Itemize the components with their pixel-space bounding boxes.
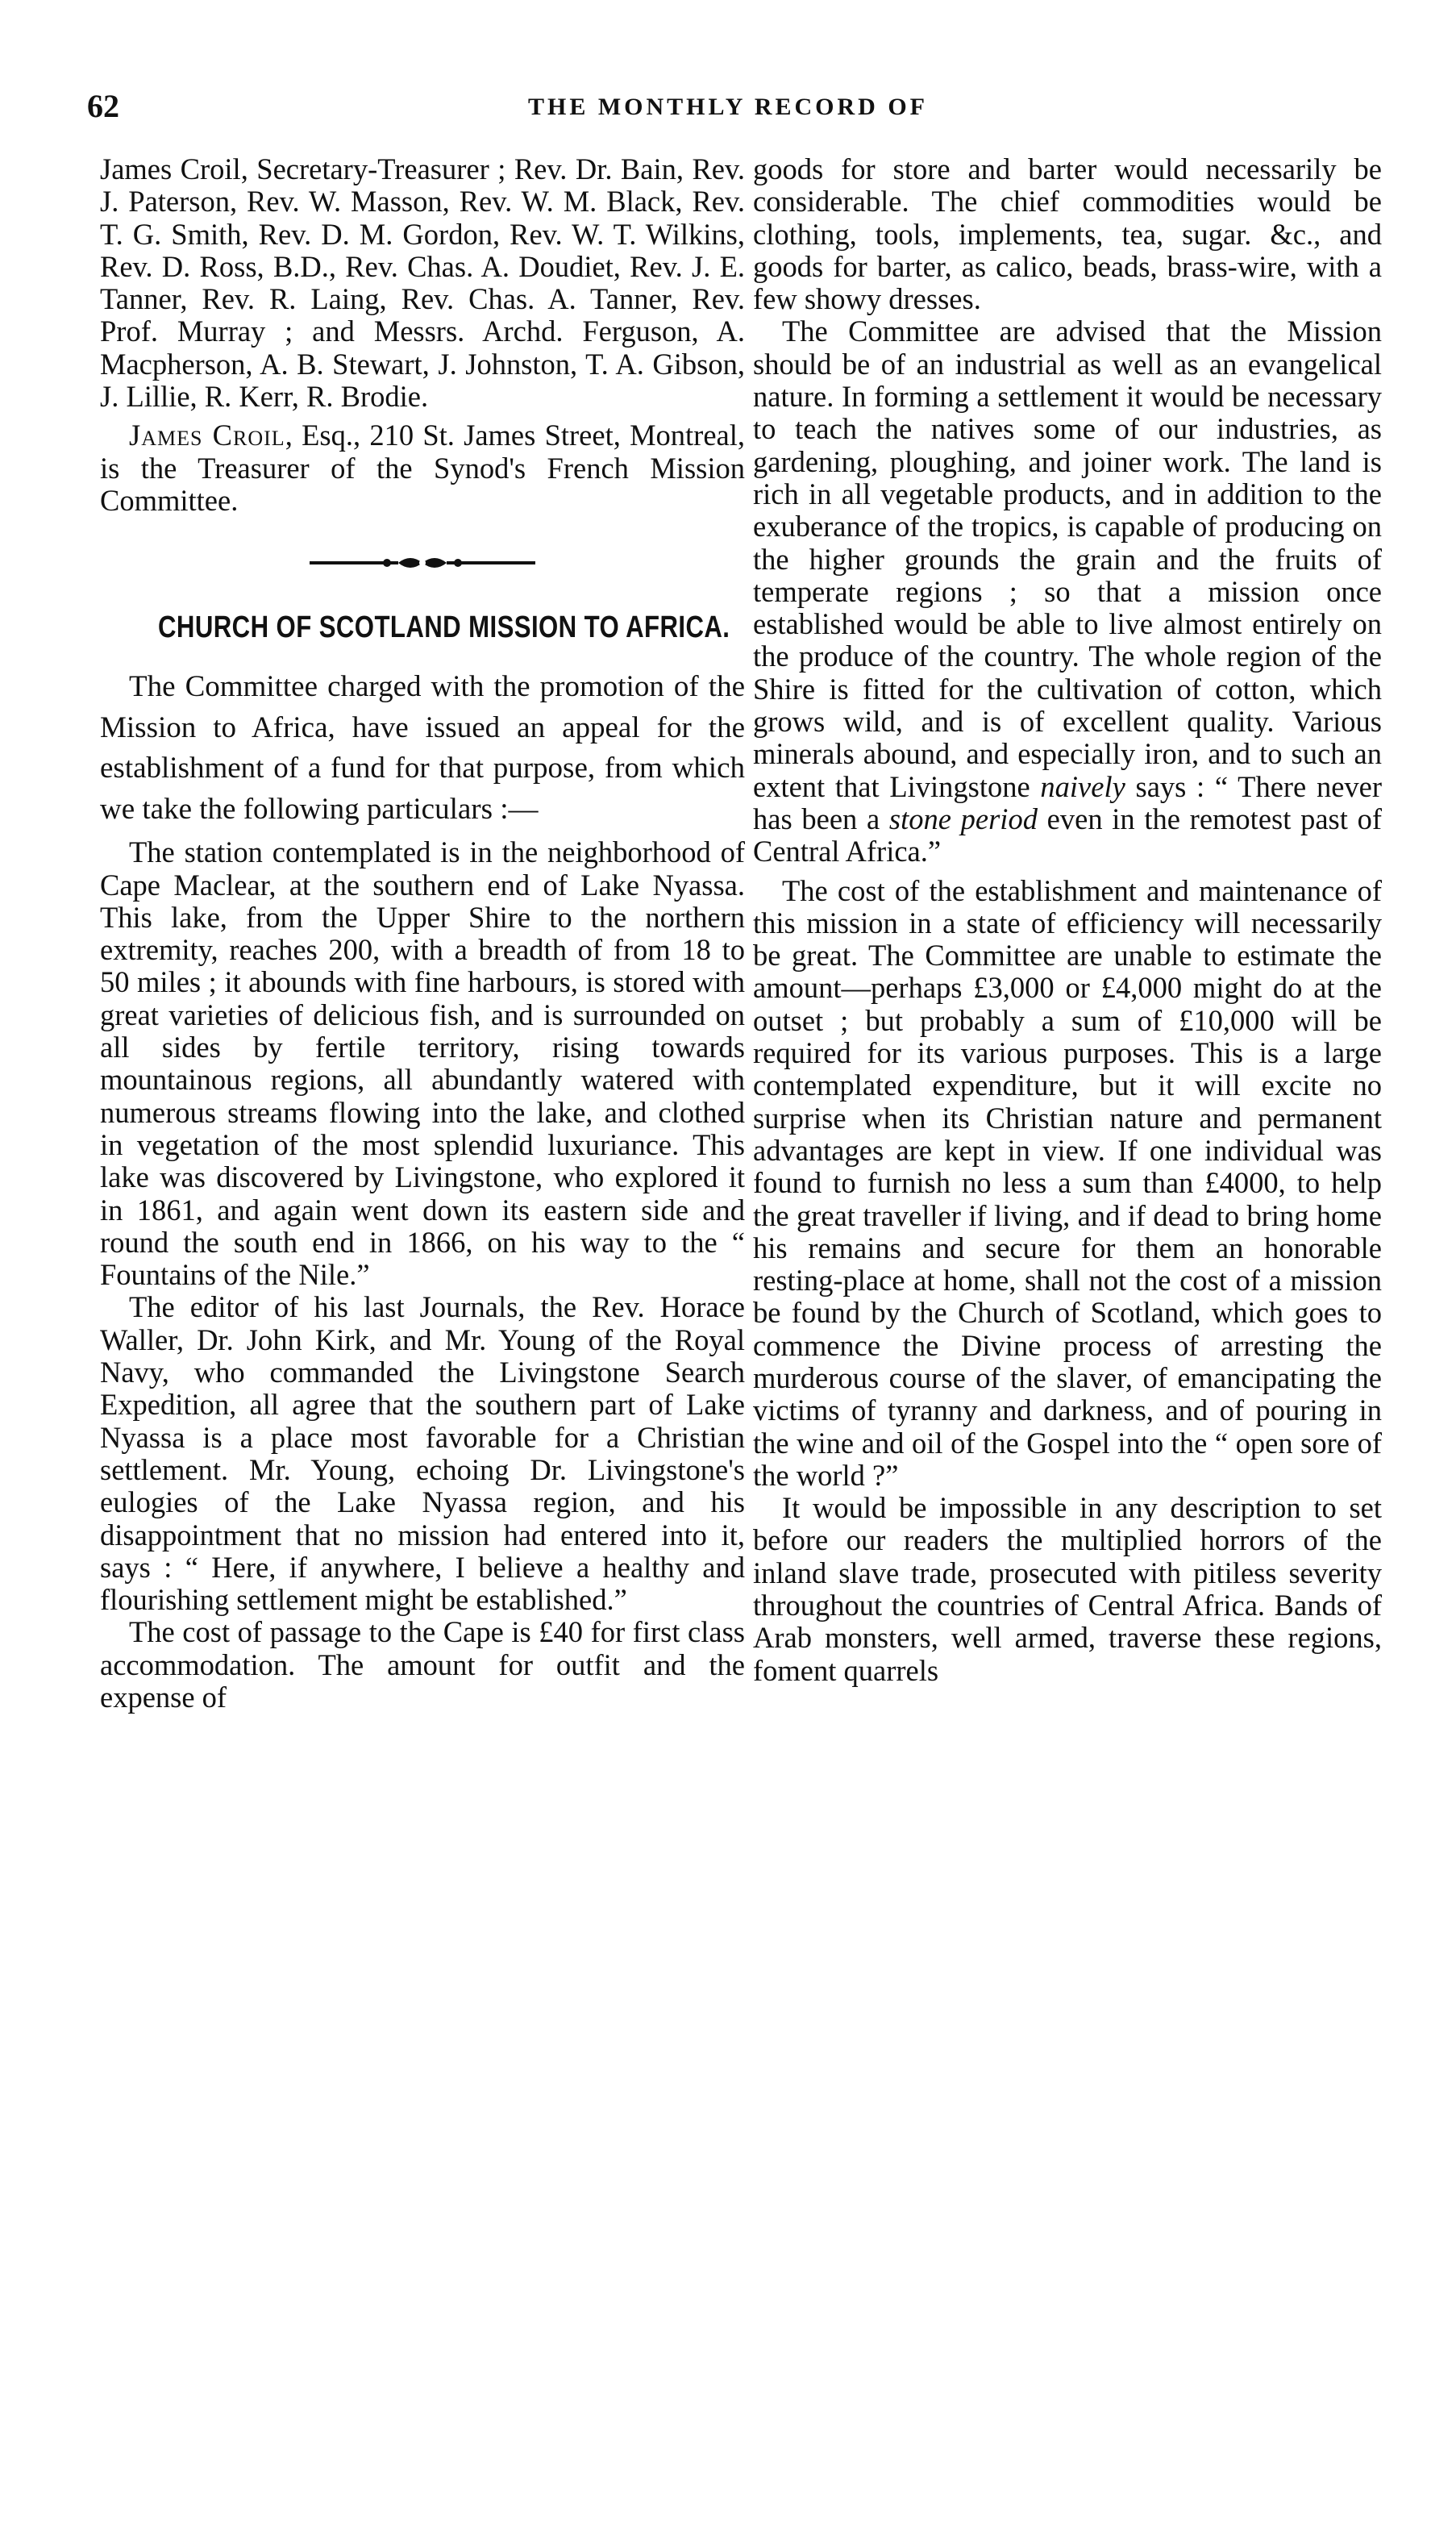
industrial-text-1: The Committee are advised that the Mission should be of an industrial as well as an evangelical nature. In forming a settlement it would be necessary to teach the natives some of our industries, as gardening, ploughing, and joiner work. The land is rich in all vegetable products, and in addition to the exuberance of the tropics, is capable of producing on the higher grounds the grain and the fruits of temperate regions ; so that a mission once established would be able to live almost entirely on the produce of the country. The whole region of the Shire is fitted for the cultivation of cotton, which grows wild, and is of excellent quality. Various minerals abound, and especially iron, and to such an extent that Livingstone: [753, 314, 1382, 803]
industrial-mission-paragraph: [753, 315, 1382, 868]
intro-paragraph: The Committee charged with the promotion of the Mission to Africa, have issued an appeal for the establishment of a fund for that purpose, from which we take the following particulars :—: [100, 670, 745, 826]
editor-paragraph: The editor of his last Journals, the Rev. Horace Waller, Dr. John Kirk, and Mr. Young of the Royal Navy, who commanded the Livingstone Search Expedition, all agree that the southern part of Lake Nyassa is a place most favorable for a Christian settlement. Mr. Young, echoing Dr. Livingstone's eulogies of the Lake Nyassa region, and his disappointment that no mission had entered into it, says : “ Here, if anywhere, I believe a healthy and flourishing settlement might be established.”: [100, 1290, 745, 1617]
slave-trade-paragraph: It would be impossible in any description to set before our readers the multiplied horrors of the inland slave trade, prosecuted with pitiless severity throughout the countries of Central Africa. Bands of Arab monsters, well armed, traverse these regions, foment quarrels: [753, 1491, 1382, 1687]
ornament-rule-icon: [310, 551, 535, 575]
page-number: 62: [87, 88, 119, 124]
section-title: CHURCH OF SCOTLAND MISSION TO AFRICA.: [158, 610, 730, 645]
naively-emphasis: naively: [1040, 769, 1125, 803]
station-paragraph: The station contemplated is in the neighborhood of Cape Maclear, at the southern end of Lake Nyassa. This lake, from the Upper Shire to the northern extremity, reaches 200, with a breadth of from 18 to 50 miles ; it abounds with fine harbours, is stored with great varieties of delicious fish, and is surrounded on all sides by fertile territory, rising towards mountainous regions, all abundantly watered with numerous streams flowing into the lake, and clothed in vegetation of the most splendid luxuriance. This lake was discovered by Livingstone, who explored it in 1861, and again went down its eastern side and round the south end in 1866, on his way to the “ Fountains of the Nile.”: [100, 835, 745, 1292]
industrial-text-3: even in the remotest past of Central Africa.”: [753, 802, 1382, 868]
left-column: [100, 153, 745, 1714]
goods-paragraph: goods for store and barter would necessarily be considerable. The chief commodities would be clothing, tools, implements, tea, sugar. &c., and goods for barter, as calico, beads, brass-wire, with a few showy dresses.: [753, 152, 1382, 316]
running-head: THE MONTHLY RECORD OF: [528, 94, 928, 120]
section-divider: [100, 549, 745, 573]
committee-names-paragraph: James Croil, Secretary-Treasurer ; Rev. Dr. Bain, Rev. J. Paterson, Rev. W. Masson, Rev. W. M. Black, Rev. T. G. Smith, Rev. D. M. Gordon, Rev. W. T. Wilkins, Rev. D. Ross, B.D., Rev. Chas. A. Doudiet, Rev. J. E. Tanner, Rev. R. Laing, Rev. Chas. A. Tanner, Rev. Prof. Murray ; and Messrs. Archd. Ferguson, A. Macpherson, A. B. Stewart, J. Johnston, T. A. Gibson, J. Lillie, R. Kerr, R. Brodie.: [100, 152, 745, 414]
cost-paragraph: The cost of the establishment and maintenance of this mission in a state of efficiency will necessarily be great. The Committee are unable to estimate the amount—perhaps £3,000 or £4,000 might do at the outset ; but probably a sum of £10,000 will be required for its various purposes. This is a large contemplated expenditure, but it will excite no surprise when its Christian nature and permanent advantages are kept in view. If one individual was found to furnish no less a sum than £4000, to help the great traveller if living, and if dead to bring home his remains and secure for them an honorable resting-place at home, shall not the cost of a mission be found by the Church of Scotland, which goes to commence the Divine process of arresting the murderous course of the slaver, of emancipating the victims of tyranny and darkness, and of pouring in the wine and oil of the Gospel into the “ open sore of the world ?”: [753, 873, 1382, 1492]
industrial-text-2: says : “ There never has been a: [753, 769, 1383, 835]
stone-period-emphasis: stone period: [888, 802, 1038, 835]
right-column: [753, 153, 1382, 1687]
treasurer-text: , Esq., 210 St. James Street, Montreal, is the Treasurer of the Synod's French Mission Committee.: [100, 419, 745, 517]
passage-cost-paragraph: The cost of passage to the Cape is £40 for first class accommodation. The amount for outfit and the expense of: [100, 1615, 745, 1714]
treasurer-name: James Croil: [129, 419, 285, 452]
treasurer-paragraph: [100, 419, 745, 517]
